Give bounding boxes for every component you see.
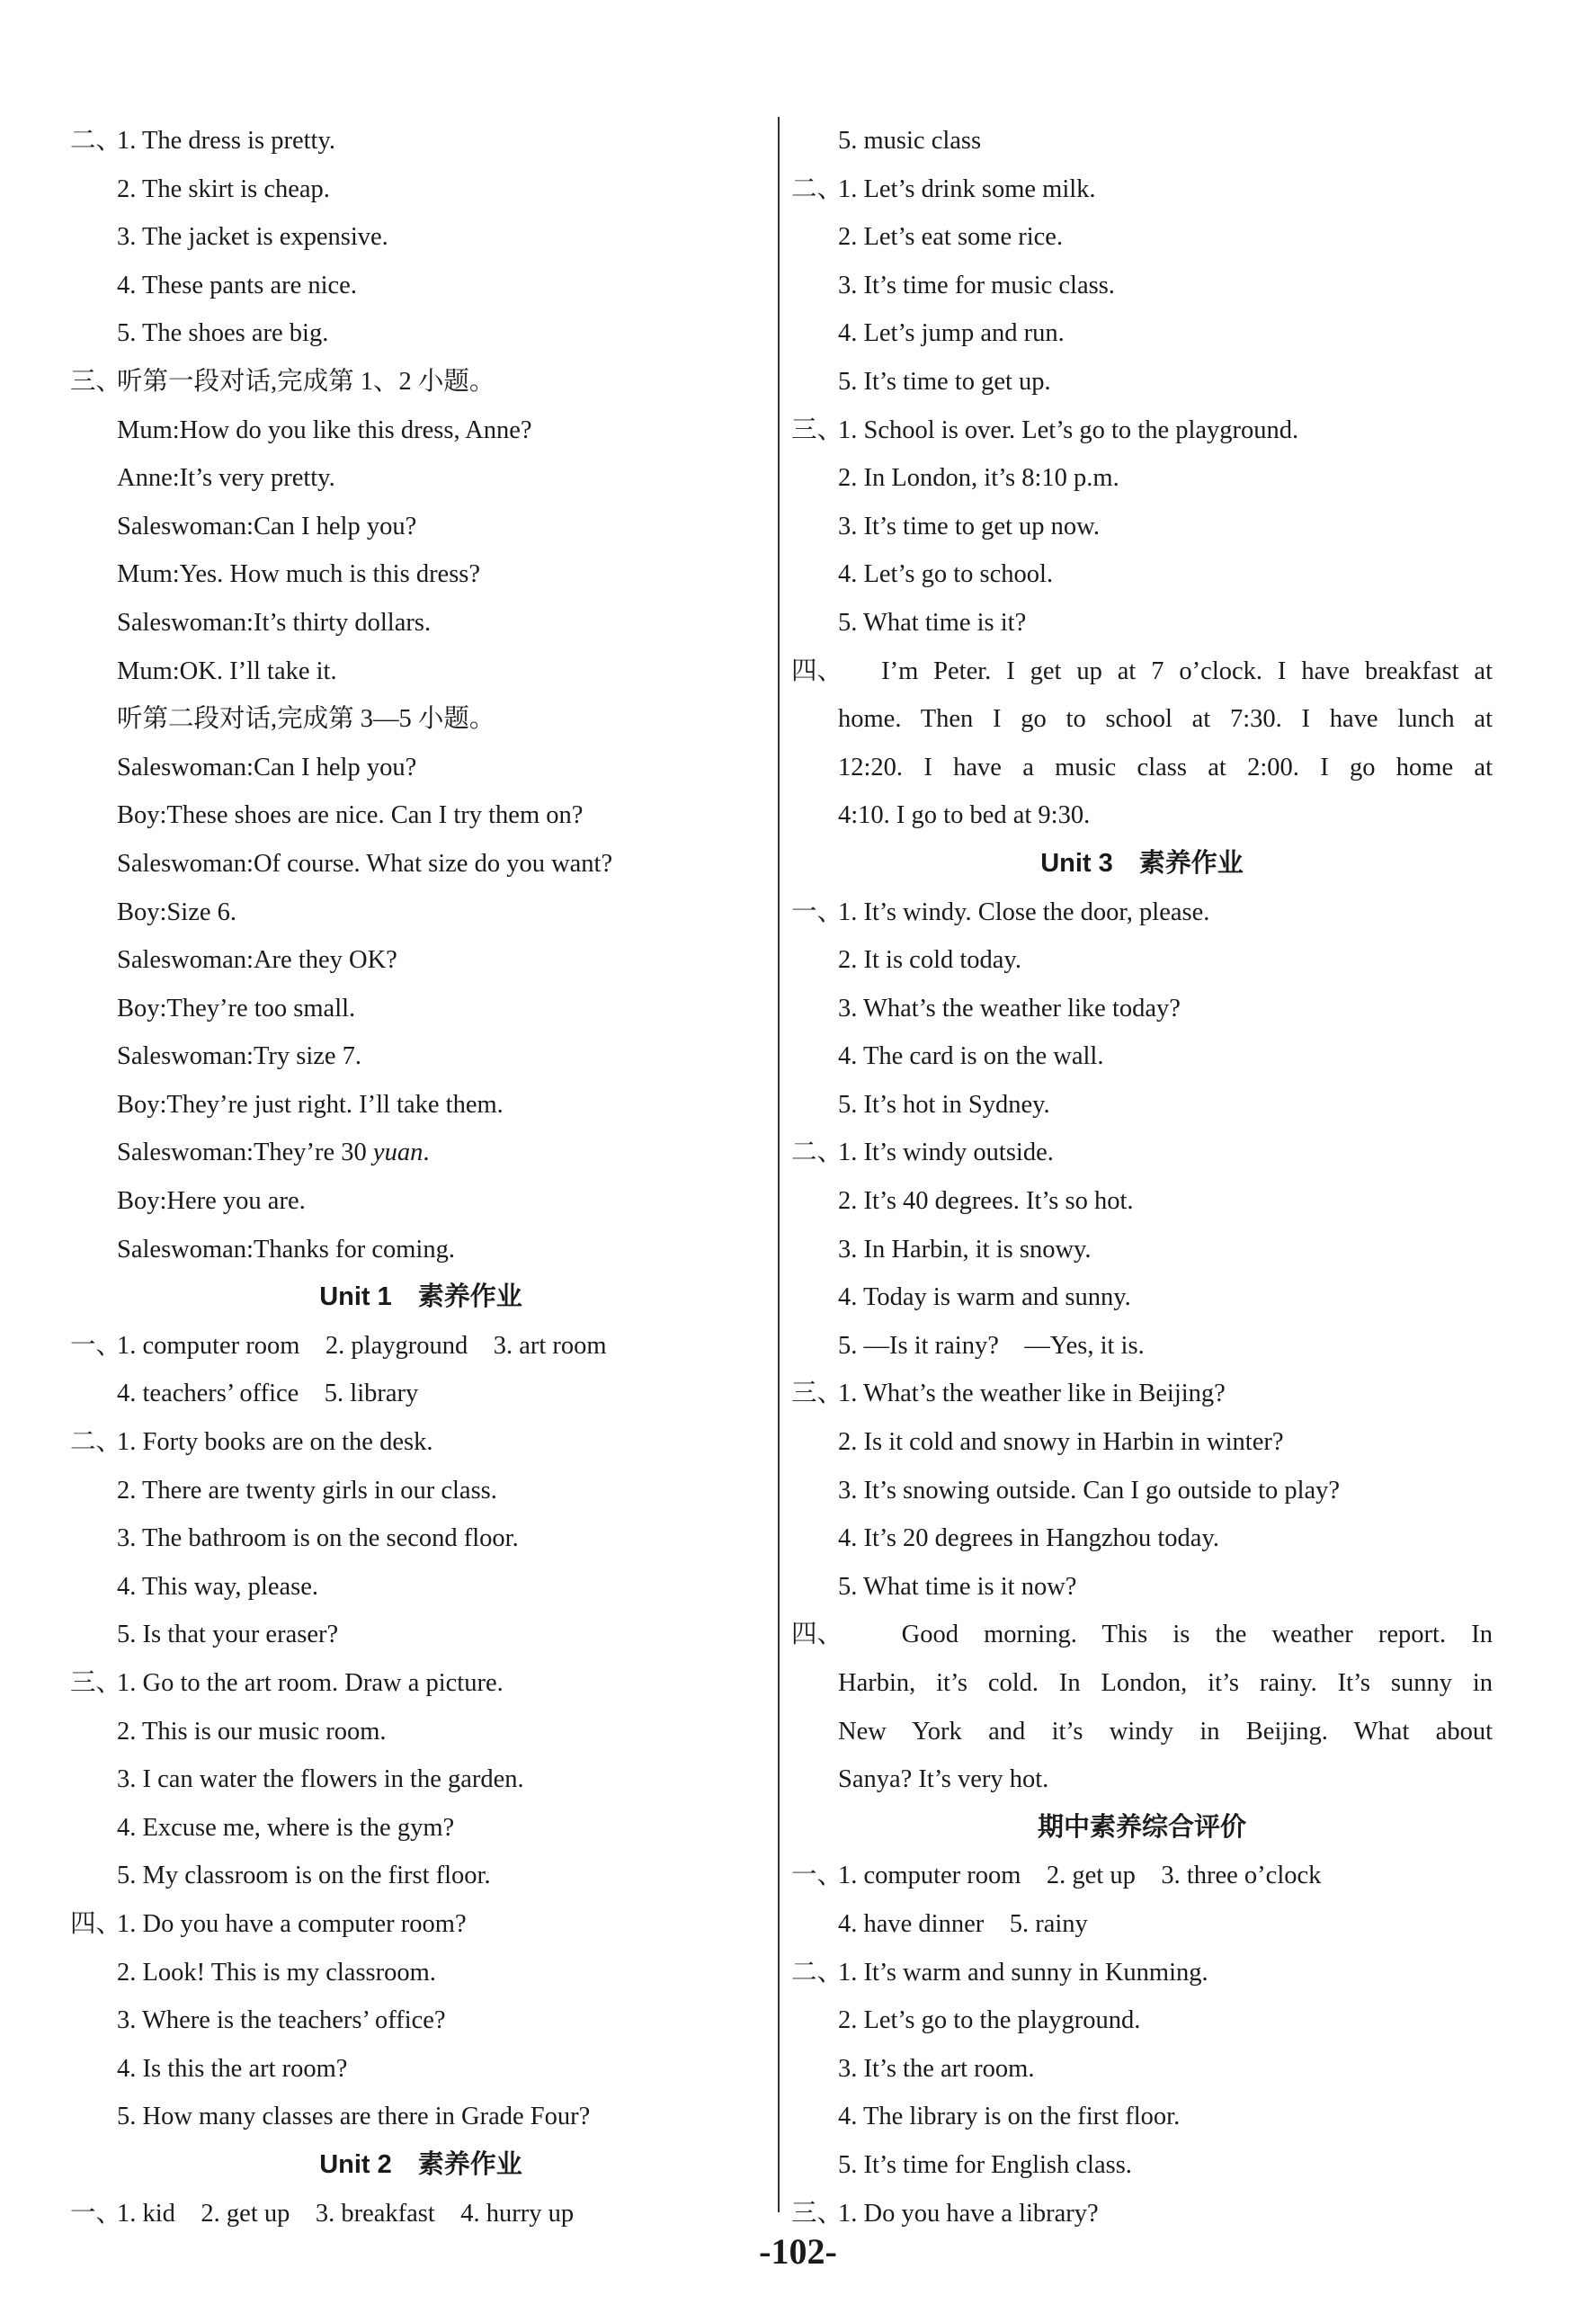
answer-line: 4. The card is on the wall.	[838, 1042, 1104, 1071]
answer-line: 5. —Is it rainy? —Yes, it is.	[838, 1331, 1145, 1360]
section-heading: Unit 1 素养作业	[319, 1282, 522, 1312]
answer-text: 1. Do you have a library?	[838, 2199, 1099, 2228]
answer-line-section-start	[791, 165, 1493, 214]
answer-line: 5. It’s hot in Sydney.	[838, 1090, 1050, 1119]
page-number: -102-	[759, 2231, 837, 2272]
section-number: 二、	[791, 1958, 843, 1987]
paragraph-line: home. Then I go to school at 7:30. I have lunch at	[838, 705, 1493, 734]
answer-line: 2. Let’s go to the playground.	[838, 2006, 1141, 2035]
section-heading: Unit 3 素养作业	[1040, 848, 1244, 878]
answer-line: 3. It’s time for music class.	[838, 271, 1115, 299]
answer-line: 3. Where is the teachers’ office?	[117, 2006, 446, 2035]
answer-line: Boy:They’re too small.	[117, 994, 356, 1023]
answer-line: Mum:OK. I’ll take it.	[117, 656, 337, 685]
answer-line-section-start	[70, 1418, 771, 1467]
answer-line: 3. In Harbin, it is snowy.	[838, 1235, 1092, 1264]
section-number: 三、	[791, 415, 843, 444]
answer-line: Saleswoman:Are they OK?	[117, 946, 397, 975]
answer-text: 1. Forty books are on the desk.	[117, 1428, 433, 1457]
section-number: 二、	[791, 174, 843, 203]
paragraph-line: Harbin, it’s cold. In London, it’s rainy. It’s sunny in	[838, 1669, 1493, 1697]
answer-line: 3. The bathroom is on the second floor.	[117, 1524, 519, 1553]
answer-text: 1. It’s windy outside.	[838, 1139, 1054, 1167]
paragraph-line: New York and it’s windy in Beijing. What about	[838, 1717, 1493, 1746]
answer-text: 1. The dress is pretty.	[117, 127, 336, 155]
section-heading: Unit 2 素养作业	[319, 2149, 522, 2179]
answer-line: 2. Look! This is my classroom.	[117, 1958, 436, 1987]
section-number: 一、	[70, 1331, 122, 1360]
section-number: 二、	[70, 1428, 122, 1457]
answer-line: Anne:It’s very pretty.	[117, 464, 335, 493]
answer-line: 4. teachers’ office 5. library	[117, 1380, 419, 1408]
answer-text: 听第一段对话,完成第 1、2 小题。	[117, 367, 495, 396]
answer-line: 4. It’s 20 degrees in Hangzhou today.	[838, 1524, 1219, 1553]
answer-text: 1. computer room 2. get up 3. three o’clock	[838, 1862, 1322, 1890]
answer-line: Boy:Here you are.	[117, 1187, 306, 1216]
answer-line: Boy:Size 6.	[117, 898, 236, 926]
answer-line: Saleswoman:Can I help you?	[117, 753, 417, 781]
answer-text: 1. Let’s drink some milk.	[838, 174, 1096, 203]
answer-line: 5. The shoes are big.	[117, 319, 329, 348]
answer-line: 2. The skirt is cheap.	[117, 174, 330, 203]
answer-line: Sanya? It’s very hot.	[838, 1765, 1049, 1794]
section-number: 四、	[70, 1909, 122, 1938]
answer-line: 3. It’s the art room.	[838, 2054, 1035, 2083]
answer-line: Boy:They’re just right. I’ll take them.	[117, 1090, 504, 1119]
answer-line: Saleswoman:It’s thirty dollars.	[117, 608, 432, 637]
answer-line: 2. This is our music room.	[117, 1717, 387, 1746]
answer-line: 4. The library is on the first floor.	[838, 2103, 1181, 2131]
answer-line: 5. Is that your eraser?	[117, 1621, 339, 1649]
section-number: 三、	[70, 367, 122, 396]
answer-line: 2. It’s 40 degrees. It’s so hot.	[838, 1187, 1134, 1216]
answer-line-section-start	[791, 647, 1493, 696]
answer-line: Saleswoman:Of course. What size do you want?	[117, 849, 613, 878]
answer-text: 1. Do you have a computer room?	[117, 1909, 467, 1938]
answer-line: 2. Is it cold and snowy in Harbin in winter?	[838, 1428, 1284, 1457]
answer-line: Mum:Yes. How much is this dress?	[117, 560, 481, 589]
answer-line-section-start	[791, 1611, 1493, 1659]
section-number: 四、	[791, 656, 843, 685]
answer-line: 3. I can water the flowers in the garden.	[117, 1765, 524, 1794]
answer-line-section-start	[791, 1852, 1493, 1900]
section-number: 二、	[791, 1139, 843, 1167]
answer-line: 5. It’s time to get up.	[838, 367, 1051, 396]
answer-line: 4. Excuse me, where is the gym?	[117, 1813, 455, 1842]
answer-line-section-start	[791, 1370, 1493, 1418]
answer-line: 3. The jacket is expensive.	[117, 223, 388, 252]
answer-line: 4:10. I go to bed at 9:30.	[838, 801, 1091, 830]
answer-line: 5. My classroom is on the first floor.	[117, 1862, 491, 1890]
section-number: 一、	[791, 898, 843, 926]
section-number: 一、	[791, 1862, 843, 1890]
answer-line: Boy:These shoes are nice. Can I try them on?	[117, 801, 584, 830]
left-column	[70, 117, 771, 2237]
answer-text: 1. What’s the weather like in Beijing?	[838, 1380, 1226, 1408]
answer-line: 2. In London, it’s 8:10 p.m.	[838, 464, 1119, 493]
answer-line: Mum:How do you like this dress, Anne?	[117, 415, 532, 444]
section-number: 三、	[70, 1669, 122, 1697]
section-number: 三、	[791, 2199, 843, 2228]
answer-line: 5. What time is it now?	[838, 1572, 1077, 1601]
answer-line: 5. music class	[838, 127, 982, 155]
answer-line-section-start	[70, 117, 771, 165]
answer-text: 1. Go to the art room. Draw a picture.	[117, 1669, 504, 1697]
answer-text: 1. School is over. Let’s go to the playground.	[838, 415, 1299, 444]
answer-line: 4. Let’s go to school.	[838, 560, 1054, 589]
answer-line: 3. It’s snowing outside. Can I go outside to play?	[838, 1476, 1341, 1505]
answer-line-section-start	[791, 406, 1493, 455]
answer-line-section-start	[791, 1129, 1493, 1177]
answer-line: 5. It’s time for English class.	[838, 2150, 1132, 2179]
answer-line: 4. have dinner 5. rainy	[838, 1909, 1088, 1938]
answer-text: I’m Peter. I get up at 7 o’clock. I have breakfast at	[838, 656, 1493, 685]
answer-line: 听第二段对话,完成第 3—5 小题。	[117, 705, 495, 734]
answer-line: 4. Let’s jump and run.	[838, 319, 1065, 348]
answer-text: 1. It’s windy. Close the door, please.	[838, 898, 1210, 926]
paragraph-line: 12:20. I have a music class at 2:00. I go home at	[838, 753, 1493, 781]
section-heading: 期中素养综合评价	[1037, 1812, 1246, 1842]
answer-line: 2. It is cold today.	[838, 946, 1021, 975]
answer-line: Saleswoman:Can I help you?	[117, 512, 417, 540]
answer-line-section-start	[791, 1949, 1493, 1997]
answer-line: 2. There are twenty girls in our class.	[117, 1476, 497, 1505]
answer-text: Good morning. This is the weather report. In	[838, 1621, 1493, 1649]
answer-line: 5. How many classes are there in Grade Four?	[117, 2103, 591, 2131]
answer-line: 3. What’s the weather like today?	[838, 994, 1181, 1023]
answer-line: 2. Let’s eat some rice.	[838, 223, 1064, 252]
right-column	[791, 117, 1493, 2237]
answer-line: 5. What time is it?	[838, 608, 1027, 637]
section-number: 二、	[70, 127, 122, 155]
answer-line: 4. Today is warm and sunny.	[838, 1283, 1131, 1312]
answer-text: 1. It’s warm and sunny in Kunming.	[838, 1958, 1208, 1987]
section-number: 三、	[791, 1380, 843, 1408]
answer-line: 4. This way, please.	[117, 1572, 318, 1601]
answer-line-section-start	[70, 1659, 771, 1708]
answer-line-section-start	[70, 1322, 771, 1371]
answer-line: 4. Is this the art room?	[117, 2054, 348, 2083]
answer-line: Saleswoman:Try size 7.	[117, 1042, 362, 1071]
answer-line: 4. These pants are nice.	[117, 271, 357, 299]
column-divider	[778, 117, 780, 2212]
answer-line-section-start	[791, 889, 1493, 937]
answer-line: 3. It’s time to get up now.	[838, 512, 1101, 540]
answer-text: 1. computer room 2. playground 3. art room	[117, 1331, 607, 1360]
answer-line-section-start	[70, 1900, 771, 1949]
answer-line-section-start	[70, 358, 771, 406]
section-number: 四、	[791, 1621, 843, 1649]
answer-line: Saleswoman:Thanks for coming.	[117, 1235, 455, 1264]
answer-line: Saleswoman:They’re 30 yuan.	[117, 1139, 430, 1167]
section-number: 一、	[70, 2199, 122, 2228]
answer-text: 1. kid 2. get up 3. breakfast 4. hurry up	[117, 2199, 575, 2228]
